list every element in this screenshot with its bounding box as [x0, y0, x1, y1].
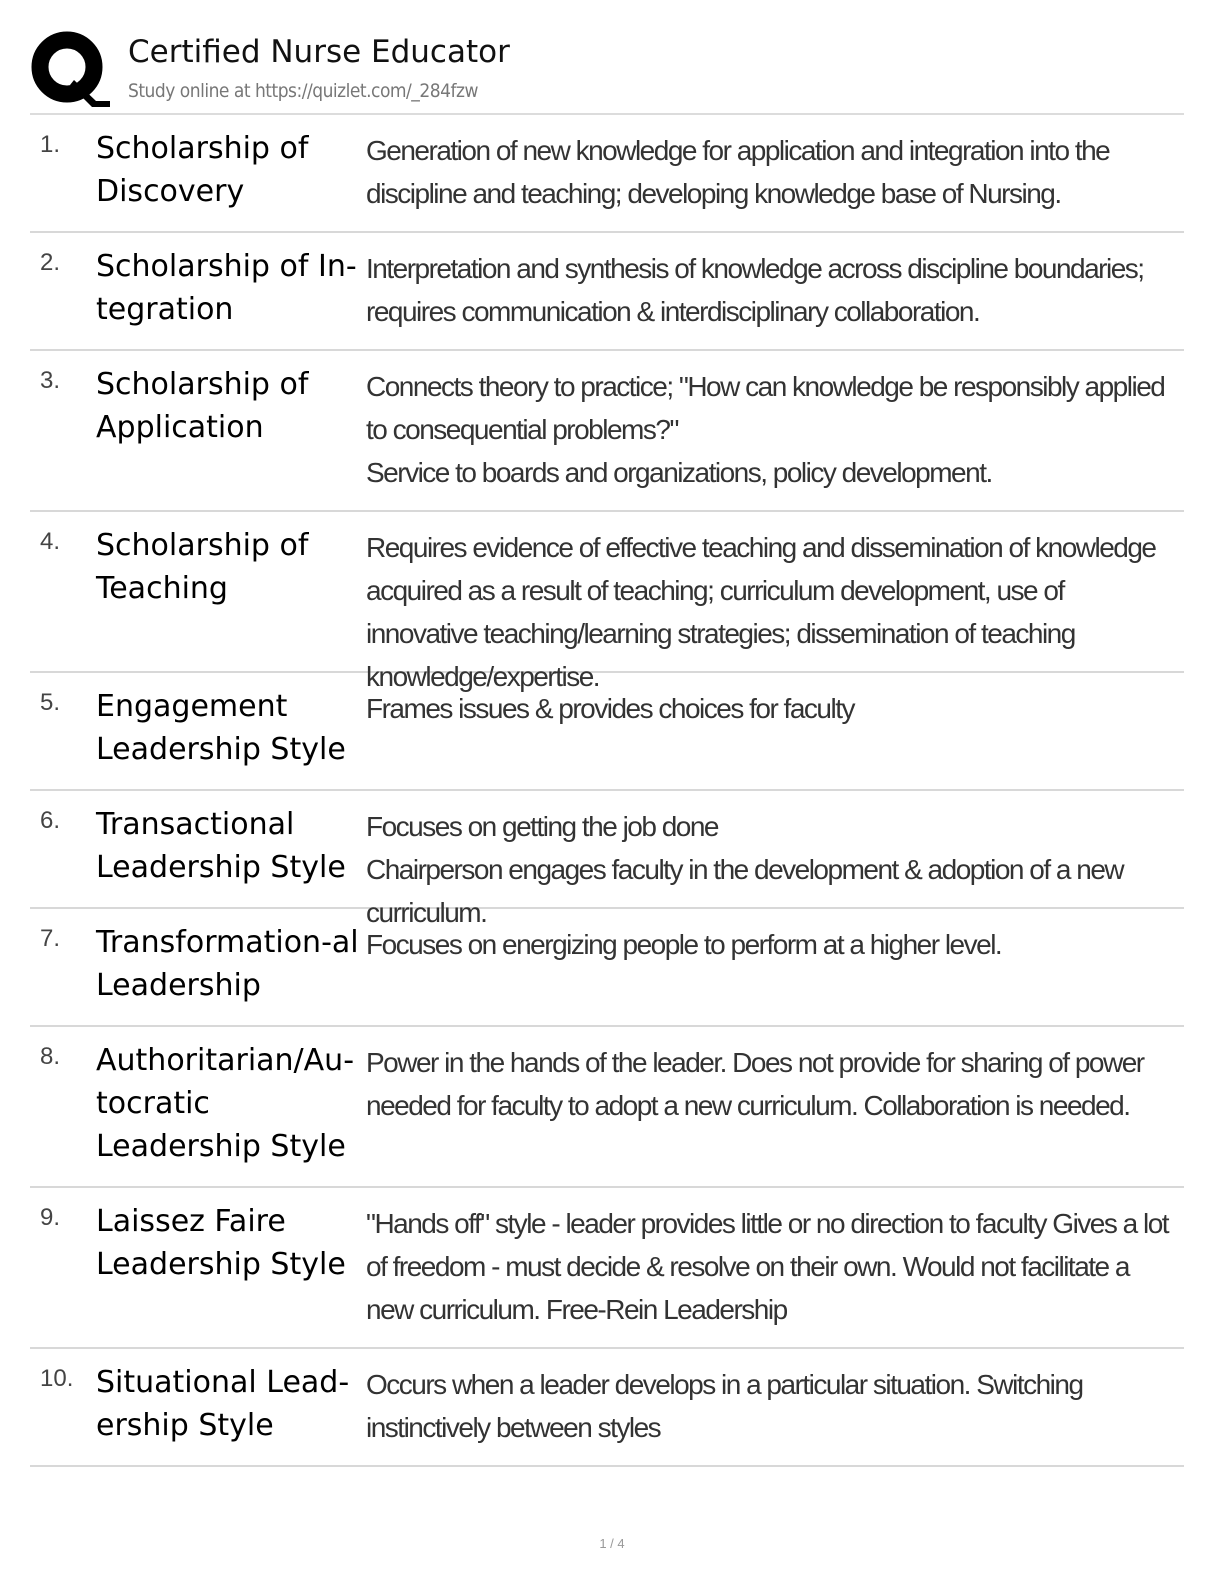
flashcard-row: [30, 351, 1184, 512]
card-number: 5.: [40, 689, 61, 716]
card-term: Scholarship of Application: [96, 367, 309, 445]
card-term: Scholarship of Discovery: [96, 131, 309, 209]
card-definition: Focuses on getting the job done Chairperson engages faculty in the development & adoption of a new curriculum.: [366, 811, 1124, 928]
flashcard-row: [30, 512, 1184, 692]
card-definition: Connects theory to practice; "How can knowledge be responsibly applied to consequential problems?" Service to boards and organizations, policy development.: [366, 371, 1165, 488]
flashcard-row: [30, 1188, 1184, 1349]
card-term: Laissez Faire Leadership Style: [96, 1204, 346, 1282]
card-definition: Interpretation and synthesis of knowledge across discipline boundaries; requires communication & interdisciplinary collaboration.: [366, 253, 1144, 327]
flashcard-row: [30, 1349, 1184, 1467]
card-number: 4.: [40, 528, 61, 555]
flashcard-row: [30, 233, 1184, 351]
flashcard-row: [30, 1027, 1184, 1188]
flashcard-row: [30, 791, 1184, 928]
card-definition: Requires evidence of effective teaching and dissemination of knowledge acquired as a result of teaching; curriculum development, use of innovative teaching/learning strategies; dissemination of teaching knowledge/expertise.: [366, 532, 1156, 692]
card-number: 8.: [40, 1043, 61, 1070]
card-number: 2.: [40, 249, 61, 276]
flashcard-list: [30, 115, 1184, 1467]
card-number: 9.: [40, 1204, 61, 1231]
flashcard-row: [30, 673, 1184, 791]
card-term: Transactional Leadership Style: [96, 807, 346, 885]
card-term: Engagement Leadership Style: [96, 689, 346, 767]
card-number: 3.: [40, 367, 61, 394]
page-number: 1 / 4: [599, 1536, 625, 1551]
study-link[interactable]: Study online at https://quizlet.com/_284fzw: [128, 80, 478, 102]
card-definition: "Hands off" style - leader provides little or no direction to faculty Gives a lot of freedom - must decide & resolve on their own. Would not facilitate a new curriculum. Free-Rein Leadership: [366, 1208, 1169, 1325]
card-term: Transformation-al Leadership: [96, 925, 359, 1003]
card-number: 10.: [40, 1365, 74, 1392]
card-term: Scholarship of Teaching: [96, 528, 309, 606]
card-definition: Frames issues & provides choices for faculty: [366, 693, 854, 724]
flashcard-row: [30, 909, 1184, 1027]
card-number: 7.: [40, 925, 61, 952]
card-term: Authoritarian/Au-tocratic Leadership Style: [96, 1043, 355, 1164]
card-term: Scholarship of In-tegration: [96, 249, 357, 327]
set-title: Certified Nurse Educator: [128, 34, 510, 70]
quizlet-logo-icon: [30, 30, 110, 110]
card-definition: Occurs when a leader develops in a particular situation. Switching instinctively between styles: [366, 1369, 1083, 1443]
card-number: 1.: [40, 131, 61, 158]
card-term: Situational Lead-ership Style: [96, 1365, 350, 1443]
flashcard-row: [30, 115, 1184, 233]
page-header: [30, 30, 1190, 110]
card-definition: Focuses on energizing people to perform at a higher level.: [366, 929, 1002, 960]
card-number: 6.: [40, 807, 61, 834]
card-definition: Generation of new knowledge for application and integration into the discipline and teaching; developing knowledge base of Nursing.: [366, 135, 1110, 209]
card-definition: Power in the hands of the leader. Does not provide for sharing of power needed for faculty to adopt a new curriculum. Collaboration is needed.: [366, 1047, 1144, 1121]
